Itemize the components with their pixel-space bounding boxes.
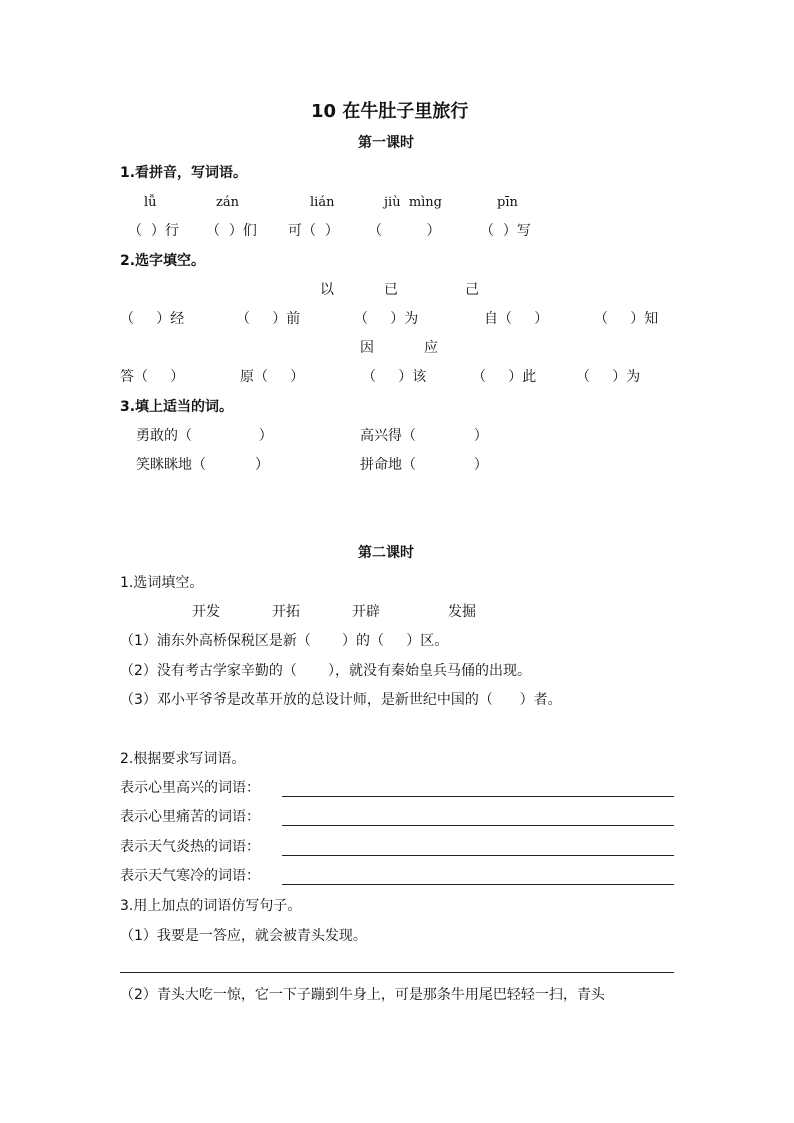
blank-lian[interactable]: 可（ ） [288, 223, 339, 239]
word-kaituo: 开拓 [272, 604, 300, 620]
answer-line-hanleng[interactable] [282, 884, 674, 885]
lesson-1-label: 第一课时 [358, 135, 414, 151]
prompt-hanleng: 表示天气寒冷的词语： [120, 868, 260, 884]
l1-q3-heading: 3.填上适当的词。 [120, 399, 234, 415]
fill-yonggande[interactable]: 勇敢的（ ） [136, 428, 273, 444]
pinyin-zan: zán [216, 195, 239, 210]
blank-yuanyin[interactable]: 原（ ） [240, 369, 305, 385]
pinyin-lian: lián [310, 195, 335, 210]
choice-yi-1: 以 [320, 282, 334, 298]
l2-q3-sentence-1: （1）我要是一答应，就会被青头发现。 [120, 928, 367, 944]
blank-yinggai[interactable]: （ ）该 [362, 369, 427, 385]
blank-pin[interactable]: （ ）写 [480, 223, 531, 239]
l2-q1-sentence-3: （3）邓小平爷爷是改革开放的总设计师，是新世纪中国的（ ）者。 [120, 692, 562, 708]
choice-yin: 因 [360, 340, 374, 356]
word-fajue: 发掘 [448, 604, 476, 620]
l1-q1-heading: 1.看拼音，写词语。 [120, 165, 248, 181]
lesson-2-label: 第二课时 [358, 545, 414, 561]
blank-zan[interactable]: （ ）们 [206, 223, 257, 239]
word-kaipi: 开辟 [352, 604, 380, 620]
blank-jiuming[interactable]: （ ） [368, 223, 441, 239]
l2-q3-sentence-2: （2）青头大吃一惊，它一下子蹦到牛身上，可是那条牛用尾巴轻轻一扫，青头 [120, 987, 605, 1003]
l2-q1-sentence-1: （1）浦东外高桥保税区是新（ ）的（ ）区。 [120, 633, 449, 649]
l2-q1-sentence-2: （2）没有考古学家辛勤的（ ），就没有秦始皇兵马俑的出现。 [120, 663, 532, 679]
prompt-yanre: 表示天气炎热的词语： [120, 839, 260, 855]
l2-q1-heading: 1.选词填空。 [120, 575, 204, 591]
word-kaifa: 开发 [192, 604, 220, 620]
l2-q3-heading: 3.用上加点的词语仿写句子。 [120, 898, 302, 914]
fill-gaoxingde[interactable]: 高兴得（ ） [360, 428, 488, 444]
l2-q2-heading: 2.根据要求写词语。 [120, 751, 246, 767]
blank-yijing[interactable]: （ ）经 [120, 311, 185, 327]
choice-yi-2: 已 [384, 282, 398, 298]
blank-ziji[interactable]: 自（ ） [484, 311, 549, 327]
answer-line-sentence-1[interactable] [120, 972, 674, 973]
prompt-tongku: 表示心里痛苦的词语： [120, 809, 260, 825]
blank-yiwei[interactable]: （ ）为 [354, 311, 419, 327]
blank-daying[interactable]: 答（ ） [120, 369, 185, 385]
blank-yiqian[interactable]: （ ）前 [236, 311, 301, 327]
choice-ji: 己 [465, 282, 479, 298]
prompt-gaoxing: 表示心里高兴的词语： [120, 780, 260, 796]
fill-pinmingde[interactable]: 拼命地（ ） [360, 457, 488, 473]
blank-yinwei[interactable]: （ ）为 [576, 369, 641, 385]
choice-ying: 应 [424, 340, 438, 356]
l1-q2-heading: 2.选字填空。 [120, 253, 206, 269]
blank-yizhi[interactable]: （ ）知 [594, 311, 659, 327]
pinyin-pin: pīn [497, 195, 518, 210]
answer-line-tongku[interactable] [282, 825, 674, 826]
answer-line-gaoxing[interactable] [282, 796, 674, 797]
fill-xiaomimide[interactable]: 笑眯眯地（ ） [136, 457, 269, 473]
blank-yinci[interactable]: （ ）此 [472, 369, 537, 385]
answer-line-yanre[interactable] [282, 855, 674, 856]
page-title: 10 在牛肚子里旅行 [311, 101, 469, 122]
pinyin-jiuming: jiù mìng [384, 195, 443, 210]
blank-lv[interactable]: （ ）行 [128, 223, 179, 239]
pinyin-lv: lǚ [144, 195, 157, 210]
